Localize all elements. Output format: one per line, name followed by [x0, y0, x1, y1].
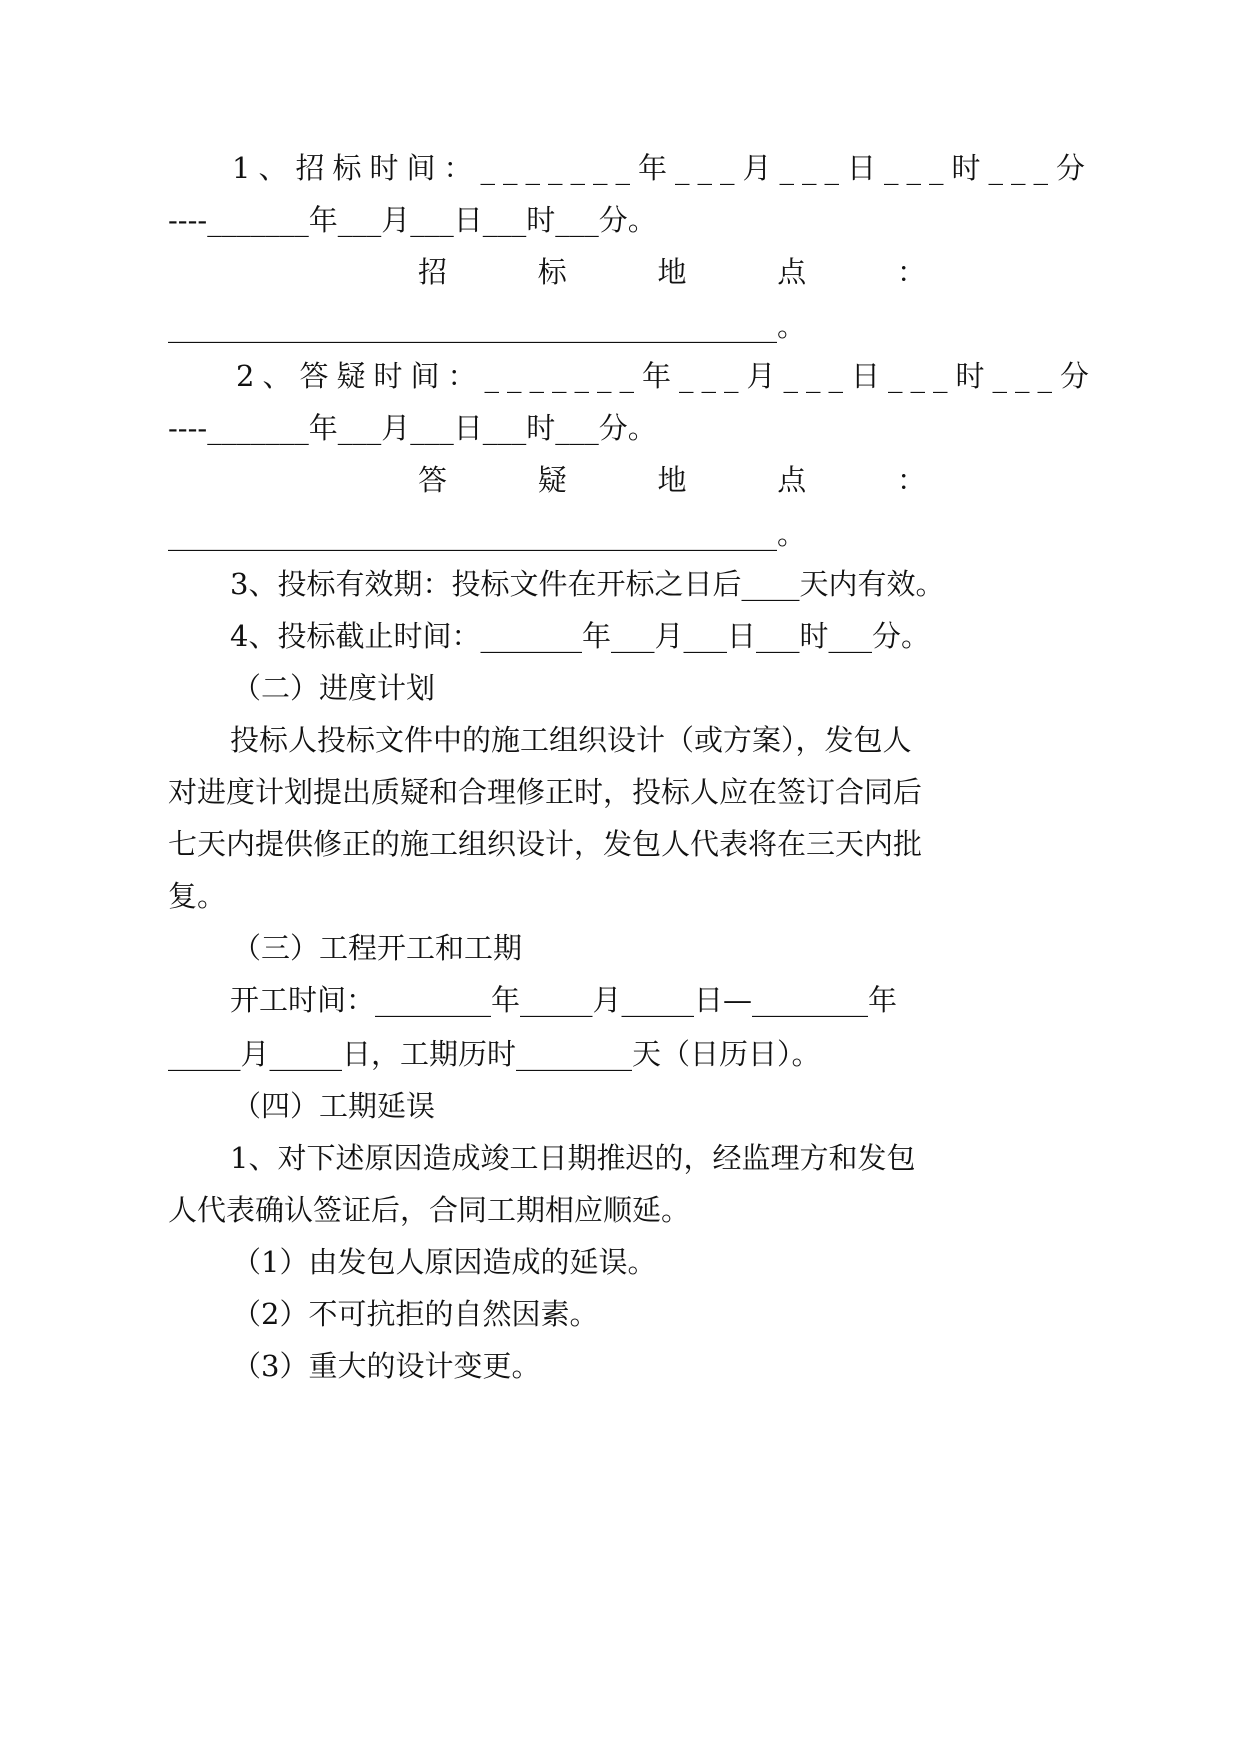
bid-time-line-2: ----_______年___月___日___时___分。 [168, 203, 657, 237]
section-4-item-2: （2）不可抗拒的自然因素。 [232, 1297, 599, 1331]
qa-time-line-2: ----_______年___月___日___时___分。 [168, 411, 657, 445]
section-2-para-line-3: 七天内提供修正的施工组织设计，发包人代表将在三天内批 [168, 827, 923, 861]
bid-place-char-1: 招 [418, 255, 448, 289]
qa-time-line-1: 2、答疑时间：_______年___月___日___时___分 [236, 359, 1097, 393]
section-2-heading: （二）进度计划 [232, 671, 436, 705]
section-4-item-3: （3）重大的设计变更。 [232, 1349, 541, 1383]
qa-place-char-2: 疑 [537, 463, 567, 497]
bid-place-char-5: ： [896, 255, 926, 289]
qa-place-blank: __________________________________________。 [168, 517, 807, 551]
section-2-para-line-1: 投标人投标文件中的施工组织设计（或方案），发包人 [230, 723, 912, 757]
qa-place-char-3: 地 [657, 463, 687, 497]
bid-place-char-4: 点 [777, 255, 807, 289]
bid-validity: 3、投标有效期：投标文件在开标之日后____天内有效。 [230, 567, 945, 601]
qa-place-char-4: 点 [777, 463, 807, 497]
section-4-para-line-2: 人代表确认签证后，合同工期相应顺延。 [168, 1193, 691, 1227]
qa-place-char-1: 答 [418, 463, 448, 497]
section-4-para-line-1: 1、对下述原因造成竣工日期推迟的，经监理方和发包 [230, 1141, 916, 1175]
section-2-para-line-4: 复。 [168, 879, 227, 913]
bid-place-label [418, 252, 926, 292]
qa-place-char-5: ： [896, 463, 926, 497]
bid-place-blank: __________________________________________。 [168, 309, 807, 343]
section-3-heading: （三）工程开工和工期 [232, 931, 523, 965]
bid-place-char-3: 地 [657, 255, 687, 289]
section-4-item-1: （1）由发包人原因造成的延误。 [232, 1245, 657, 1279]
section-3-start-line-2: _____月_____日，工期历时________天（日历日）。 [168, 1037, 821, 1071]
section-3-start-line-1: 开工时间：________年_____月_____日—________年 [230, 983, 898, 1017]
bid-deadline: 4、投标截止时间：_______年___月___日___时___分。 [230, 619, 930, 653]
section-4-heading: （四）工期延误 [232, 1089, 436, 1123]
bid-time-line-1: 1、招标时间：_______年___月___日___时___分 [232, 151, 1093, 185]
bid-place-char-2: 标 [537, 255, 567, 289]
qa-place-label [418, 460, 926, 500]
section-2-para-line-2: 对进度计划提出质疑和合理修正时，投标人应在签订合同后 [168, 775, 923, 809]
